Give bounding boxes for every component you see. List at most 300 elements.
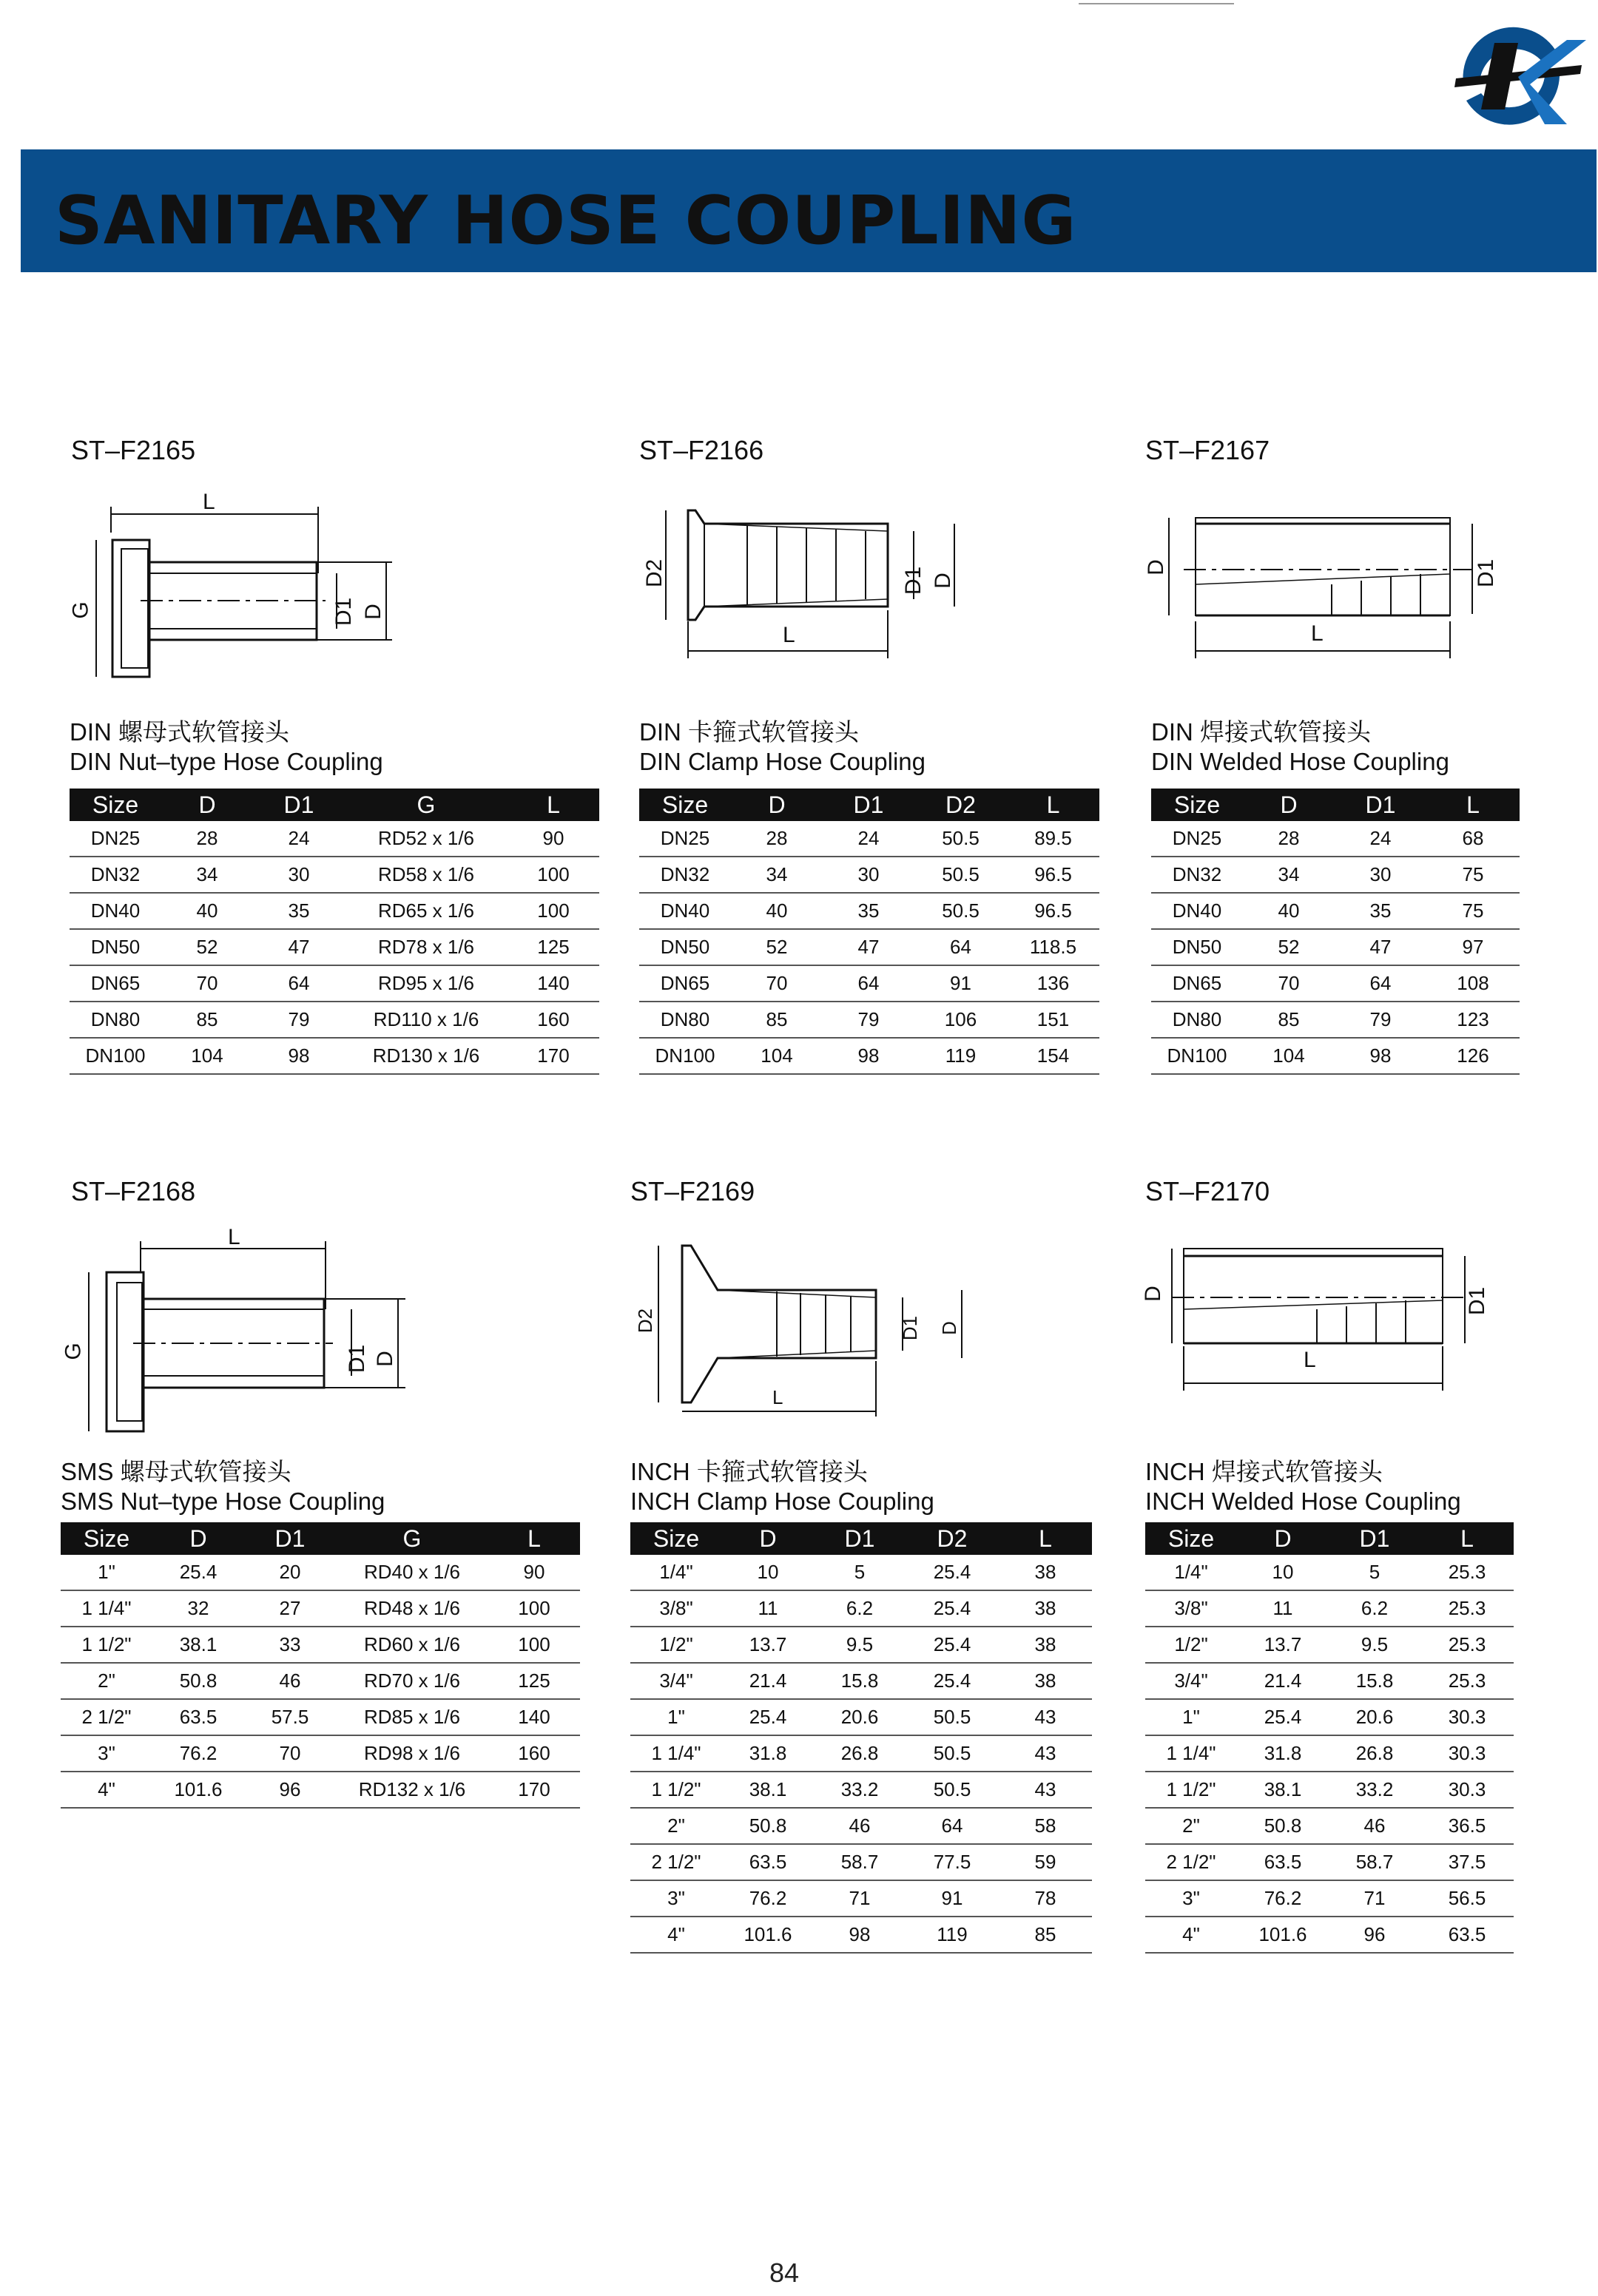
cell: 170: [488, 1772, 580, 1808]
caption-st-f2167: [1151, 718, 1449, 777]
col-d1: D1: [1335, 789, 1426, 821]
title-banner: [21, 149, 1597, 272]
table-row: [630, 1917, 1092, 1953]
label-d: D: [937, 1321, 960, 1335]
cell: 125: [508, 929, 599, 965]
cell: 35: [823, 893, 914, 929]
table-header-row: [1145, 1522, 1514, 1555]
cell: 123: [1426, 1002, 1520, 1038]
cell: 30.3: [1420, 1699, 1514, 1735]
drawing-st-f2167: [1143, 503, 1517, 673]
cell: 101.6: [1237, 1917, 1329, 1953]
top-rule: [1079, 3, 1234, 4]
cell: 90: [508, 821, 599, 857]
cell: 97: [1426, 929, 1520, 965]
cell: 57.5: [244, 1699, 336, 1735]
cell: RD78 x 1/6: [345, 929, 508, 965]
cell: 119: [914, 1038, 1007, 1074]
cell: 85: [999, 1917, 1092, 1953]
cell: RD130 x 1/6: [345, 1038, 508, 1074]
cell: 58.7: [814, 1844, 906, 1880]
label-d2: D2: [634, 1308, 657, 1334]
caption-en: DIN Clamp Hose Coupling: [639, 748, 926, 775]
col-l: L: [508, 789, 599, 821]
cell: 47: [253, 929, 345, 965]
cell: 1": [630, 1699, 722, 1735]
cell: 96.5: [1007, 893, 1099, 929]
cell: 24: [253, 821, 345, 857]
cell: 119: [906, 1917, 999, 1953]
label-d1: D1: [345, 1344, 370, 1374]
cell: 33: [244, 1627, 336, 1663]
cell: 85: [161, 1002, 253, 1038]
caption-cn: DIN 螺母式软管接头: [70, 718, 289, 746]
cell: 46: [244, 1663, 336, 1699]
cell: DN65: [639, 965, 731, 1002]
cell: DN25: [639, 821, 731, 857]
cell: 25.3: [1420, 1555, 1514, 1590]
cell: DN80: [639, 1002, 731, 1038]
table-header-row: [70, 789, 599, 821]
table-row: [639, 965, 1099, 1002]
table-row: [70, 821, 599, 857]
col-size: Size: [1145, 1522, 1237, 1555]
cell: RD110 x 1/6: [345, 1002, 508, 1038]
cell: 9.5: [814, 1627, 906, 1663]
cell: 126: [1426, 1038, 1520, 1074]
col-d: D: [161, 789, 253, 821]
cell: 108: [1426, 965, 1520, 1002]
col-d1: D1: [823, 789, 914, 821]
cell: 4": [61, 1772, 152, 1808]
cell: 140: [508, 965, 599, 1002]
cell: 160: [488, 1735, 580, 1772]
cell: RD52 x 1/6: [345, 821, 508, 857]
cell: 1 1/4": [61, 1590, 152, 1627]
cell: 43: [999, 1699, 1092, 1735]
cell: 1 1/2": [61, 1627, 152, 1663]
cell: 98: [814, 1917, 906, 1953]
cell: 36.5: [1420, 1808, 1514, 1844]
cell: 125: [488, 1663, 580, 1699]
cell: 58.7: [1329, 1844, 1420, 1880]
cell: 1/2": [630, 1627, 722, 1663]
cell: 13.7: [1237, 1627, 1329, 1663]
drawing-st-f2170: [1139, 1235, 1509, 1405]
cell: 3": [1145, 1880, 1237, 1917]
col-d1: D1: [253, 789, 345, 821]
cell: 76.2: [722, 1880, 814, 1917]
cell: 6.2: [814, 1590, 906, 1627]
table-row: [639, 893, 1099, 929]
cell: 50.8: [722, 1808, 814, 1844]
cell: 52: [161, 929, 253, 965]
cell: 25.4: [152, 1555, 244, 1590]
drawing-st-f2166: [636, 496, 977, 673]
cell: 77.5: [906, 1844, 999, 1880]
cell: 63.5: [1420, 1917, 1514, 1953]
cell: 35: [1335, 893, 1426, 929]
caption-cn: INCH 焊接式软管接头: [1145, 1458, 1383, 1485]
table-header-row: [1151, 789, 1520, 821]
table-header-row: [61, 1522, 580, 1555]
cell: 34: [731, 857, 823, 893]
cell: 4": [1145, 1917, 1237, 1953]
cell: RD65 x 1/6: [345, 893, 508, 929]
cell: RD85 x 1/6: [336, 1699, 488, 1735]
cell: 79: [823, 1002, 914, 1038]
cell: 96: [244, 1772, 336, 1808]
spec-table-st-f2170: [1145, 1522, 1514, 1954]
cell: 46: [814, 1808, 906, 1844]
cell: 1/4": [1145, 1555, 1237, 1590]
cell: 63.5: [722, 1844, 814, 1880]
col-size: Size: [70, 789, 161, 821]
col-d: D: [722, 1522, 814, 1555]
table-row: [70, 1002, 599, 1038]
cell: DN65: [1151, 965, 1243, 1002]
cell: 79: [253, 1002, 345, 1038]
table-row: [1145, 1844, 1514, 1880]
cell: DN40: [639, 893, 731, 929]
col-d: D: [1243, 789, 1335, 821]
cell: 98: [1335, 1038, 1426, 1074]
cell: 98: [253, 1038, 345, 1074]
cell: 4": [630, 1917, 722, 1953]
cell: 85: [1243, 1002, 1335, 1038]
cell: 3/4": [630, 1663, 722, 1699]
label-d: D: [930, 573, 955, 589]
col-l: L: [1420, 1522, 1514, 1555]
table-row: [630, 1590, 1092, 1627]
table-row: [61, 1735, 580, 1772]
spec-table-st-f2169: [630, 1522, 1092, 1954]
cell: 38: [999, 1590, 1092, 1627]
label-d1: D1: [899, 1315, 922, 1341]
cell: 24: [823, 821, 914, 857]
cell: 50.5: [906, 1735, 999, 1772]
table-row: [1151, 965, 1520, 1002]
cell: 30: [1335, 857, 1426, 893]
caption-cn: DIN 卡箍式软管接头: [639, 718, 859, 746]
spec-table-st-f2167: [1151, 789, 1520, 1075]
caption-st-f2168: [61, 1457, 385, 1516]
table-header-row: [630, 1522, 1092, 1555]
table-row: [630, 1663, 1092, 1699]
table-row: [1151, 929, 1520, 965]
cell: 91: [914, 965, 1007, 1002]
cell: 37.5: [1420, 1844, 1514, 1880]
caption-cn: SMS 螺母式软管接头: [61, 1458, 291, 1485]
cell: 28: [1243, 821, 1335, 857]
cell: 76.2: [152, 1735, 244, 1772]
table-row: [1145, 1808, 1514, 1844]
table-row: [630, 1627, 1092, 1663]
caption-st-f2166: [639, 718, 926, 777]
product-code: ST–F2167: [1145, 435, 1270, 465]
cell: 75: [1426, 857, 1520, 893]
cell: 5: [1329, 1555, 1420, 1590]
cell: DN40: [70, 893, 161, 929]
cell: 70: [1243, 965, 1335, 1002]
table-row: [70, 893, 599, 929]
cell: 9.5: [1329, 1627, 1420, 1663]
cell: 50.5: [906, 1699, 999, 1735]
cell: 96: [1329, 1917, 1420, 1953]
col-l: L: [1426, 789, 1520, 821]
cell: 91: [906, 1880, 999, 1917]
col-g: G: [336, 1522, 488, 1555]
caption-en: INCH Clamp Hose Coupling: [630, 1488, 934, 1515]
label-d: D: [1143, 559, 1168, 575]
table-row: [1151, 893, 1520, 929]
cell: 38: [999, 1555, 1092, 1590]
table-row: [70, 857, 599, 893]
cell: 1": [1145, 1699, 1237, 1735]
cell: 2": [1145, 1808, 1237, 1844]
cell: 59: [999, 1844, 1092, 1880]
cell: 5: [814, 1555, 906, 1590]
cell: 151: [1007, 1002, 1099, 1038]
cell: 50.5: [906, 1772, 999, 1808]
cell: 31.8: [1237, 1735, 1329, 1772]
label-g: G: [61, 1343, 86, 1360]
spec-table-st-f2165: [70, 789, 599, 1075]
cell: 25.3: [1420, 1663, 1514, 1699]
cell: 63.5: [1237, 1844, 1329, 1880]
cell: 50.5: [914, 821, 1007, 857]
cell: 100: [508, 857, 599, 893]
cell: 1 1/4": [1145, 1735, 1237, 1772]
cell: 160: [508, 1002, 599, 1038]
label-g: G: [68, 601, 93, 619]
label-d1: D1: [901, 566, 926, 595]
cell: 100: [488, 1590, 580, 1627]
cell: DN50: [70, 929, 161, 965]
cell: 25.3: [1420, 1627, 1514, 1663]
col-size: Size: [630, 1522, 722, 1555]
cell: 25.4: [1237, 1699, 1329, 1735]
cell: 28: [161, 821, 253, 857]
cell: RD95 x 1/6: [345, 965, 508, 1002]
cell: DN100: [1151, 1038, 1243, 1074]
col-d2: D2: [914, 789, 1007, 821]
cell: 38.1: [722, 1772, 814, 1808]
cell: 43: [999, 1772, 1092, 1808]
table-row: [639, 821, 1099, 857]
table-row: [1145, 1880, 1514, 1917]
cell: DN32: [639, 857, 731, 893]
cell: 28: [731, 821, 823, 857]
cell: 20.6: [1329, 1699, 1420, 1735]
cell: DN80: [70, 1002, 161, 1038]
cell: 136: [1007, 965, 1099, 1002]
table-row: [1145, 1627, 1514, 1663]
cell: 21.4: [1237, 1663, 1329, 1699]
table-row: [1145, 1590, 1514, 1627]
cell: 38.1: [152, 1627, 244, 1663]
cell: 47: [823, 929, 914, 965]
table-row: [61, 1663, 580, 1699]
table-row: [630, 1555, 1092, 1590]
col-d1: D1: [1329, 1522, 1420, 1555]
spec-table-st-f2166: [639, 789, 1099, 1075]
cell: 32: [152, 1590, 244, 1627]
cell: 50.8: [152, 1663, 244, 1699]
cell: 38.1: [1237, 1772, 1329, 1808]
cell: 24: [1335, 821, 1426, 857]
table-row: [1145, 1772, 1514, 1808]
cell: 1/2": [1145, 1627, 1237, 1663]
cell: 15.8: [814, 1663, 906, 1699]
cell: 2": [61, 1663, 152, 1699]
cell: 30.3: [1420, 1735, 1514, 1772]
label-l: L: [772, 1386, 783, 1408]
sk-logo-icon: [1441, 13, 1586, 139]
cell: 52: [1243, 929, 1335, 965]
cell: 11: [722, 1590, 814, 1627]
table-row: [61, 1627, 580, 1663]
caption-st-f2165: [70, 718, 383, 777]
cell: 3/4": [1145, 1663, 1237, 1699]
cell: 64: [914, 929, 1007, 965]
cell: 50.5: [914, 857, 1007, 893]
cell: 26.8: [1329, 1735, 1420, 1772]
table-row: [1145, 1663, 1514, 1699]
cell: 38: [999, 1663, 1092, 1699]
cell: 30: [253, 857, 345, 893]
cell: 85: [731, 1002, 823, 1038]
table-row: [630, 1772, 1092, 1808]
table-row: [1151, 1038, 1520, 1074]
cell: RD48 x 1/6: [336, 1590, 488, 1627]
cell: RD132 x 1/6: [336, 1772, 488, 1808]
cell: 35: [253, 893, 345, 929]
table-header-row: [639, 789, 1099, 821]
cell: 76.2: [1237, 1880, 1329, 1917]
cell: 106: [914, 1002, 1007, 1038]
cell: 3": [630, 1880, 722, 1917]
label-l: L: [1304, 1348, 1316, 1372]
label-d1: D1: [1474, 558, 1499, 588]
table-row: [630, 1735, 1092, 1772]
table-row: [639, 1002, 1099, 1038]
cell: 10: [722, 1555, 814, 1590]
cell: DN80: [1151, 1002, 1243, 1038]
col-l: L: [488, 1522, 580, 1555]
cell: 47: [1335, 929, 1426, 965]
cell: 15.8: [1329, 1663, 1420, 1699]
cell: 13.7: [722, 1627, 814, 1663]
col-l: L: [1007, 789, 1099, 821]
cell: 21.4: [722, 1663, 814, 1699]
label-l: L: [783, 623, 795, 647]
table-row: [1145, 1555, 1514, 1590]
cell: 20.6: [814, 1699, 906, 1735]
cell: 1 1/4": [630, 1735, 722, 1772]
product-code: ST–F2169: [630, 1176, 755, 1206]
drawing-st-f2169: [629, 1235, 984, 1420]
cell: 100: [488, 1627, 580, 1663]
col-d: D: [1237, 1522, 1329, 1555]
cell: 79: [1335, 1002, 1426, 1038]
cell: 64: [1335, 965, 1426, 1002]
cell: 46: [1329, 1808, 1420, 1844]
table-row: [1151, 1002, 1520, 1038]
cell: 34: [1243, 857, 1335, 893]
table-row: [61, 1590, 580, 1627]
cell: 25.4: [906, 1627, 999, 1663]
cell: DN25: [70, 821, 161, 857]
cell: 89.5: [1007, 821, 1099, 857]
caption-cn: DIN 焊接式软管接头: [1151, 718, 1371, 746]
cell: DN100: [639, 1038, 731, 1074]
cell: 90: [488, 1555, 580, 1590]
cell: 1 1/2": [1145, 1772, 1237, 1808]
cell: 64: [823, 965, 914, 1002]
col-d1: D1: [814, 1522, 906, 1555]
cell: 70: [731, 965, 823, 1002]
table-row: [1145, 1735, 1514, 1772]
cell: 26.8: [814, 1735, 906, 1772]
cell: RD60 x 1/6: [336, 1627, 488, 1663]
cell: 30.3: [1420, 1772, 1514, 1808]
table-row: [1145, 1699, 1514, 1735]
cell: 63.5: [152, 1699, 244, 1735]
cell: 96.5: [1007, 857, 1099, 893]
table-row: [61, 1699, 580, 1735]
cell: 25.3: [1420, 1590, 1514, 1627]
table-row: [639, 929, 1099, 965]
caption-cn: INCH 卡箍式软管接头: [630, 1458, 868, 1485]
caption-st-f2170: [1145, 1457, 1461, 1516]
cell: 34: [161, 857, 253, 893]
cell: DN65: [70, 965, 161, 1002]
caption-en: SMS Nut–type Hose Coupling: [61, 1488, 385, 1515]
cell: 38: [999, 1627, 1092, 1663]
col-d: D: [731, 789, 823, 821]
cell: 1 1/2": [630, 1772, 722, 1808]
cell: 31.8: [722, 1735, 814, 1772]
table-row: [630, 1880, 1092, 1917]
cell: 101.6: [722, 1917, 814, 1953]
col-d2: D2: [906, 1522, 999, 1555]
cell: 2 1/2": [61, 1699, 152, 1735]
col-l: L: [999, 1522, 1092, 1555]
label-d: D: [360, 604, 385, 620]
label-d: D: [372, 1351, 397, 1367]
label-l: L: [228, 1225, 240, 1249]
product-code: ST–F2168: [71, 1176, 196, 1206]
cell: 104: [731, 1038, 823, 1074]
cell: 40: [161, 893, 253, 929]
cell: 75: [1426, 893, 1520, 929]
spec-table-st-f2168: [61, 1522, 580, 1809]
cell: 10: [1237, 1555, 1329, 1590]
table-row: [1151, 857, 1520, 893]
caption-en: INCH Welded Hose Coupling: [1145, 1488, 1461, 1515]
caption-st-f2169: [630, 1457, 934, 1516]
table-row: [61, 1772, 580, 1808]
cell: RD98 x 1/6: [336, 1735, 488, 1772]
cell: DN40: [1151, 893, 1243, 929]
cell: 50.5: [914, 893, 1007, 929]
cell: DN50: [639, 929, 731, 965]
table-row: [630, 1844, 1092, 1880]
cell: 33.2: [814, 1772, 906, 1808]
col-g: G: [345, 789, 508, 821]
cell: 101.6: [152, 1772, 244, 1808]
